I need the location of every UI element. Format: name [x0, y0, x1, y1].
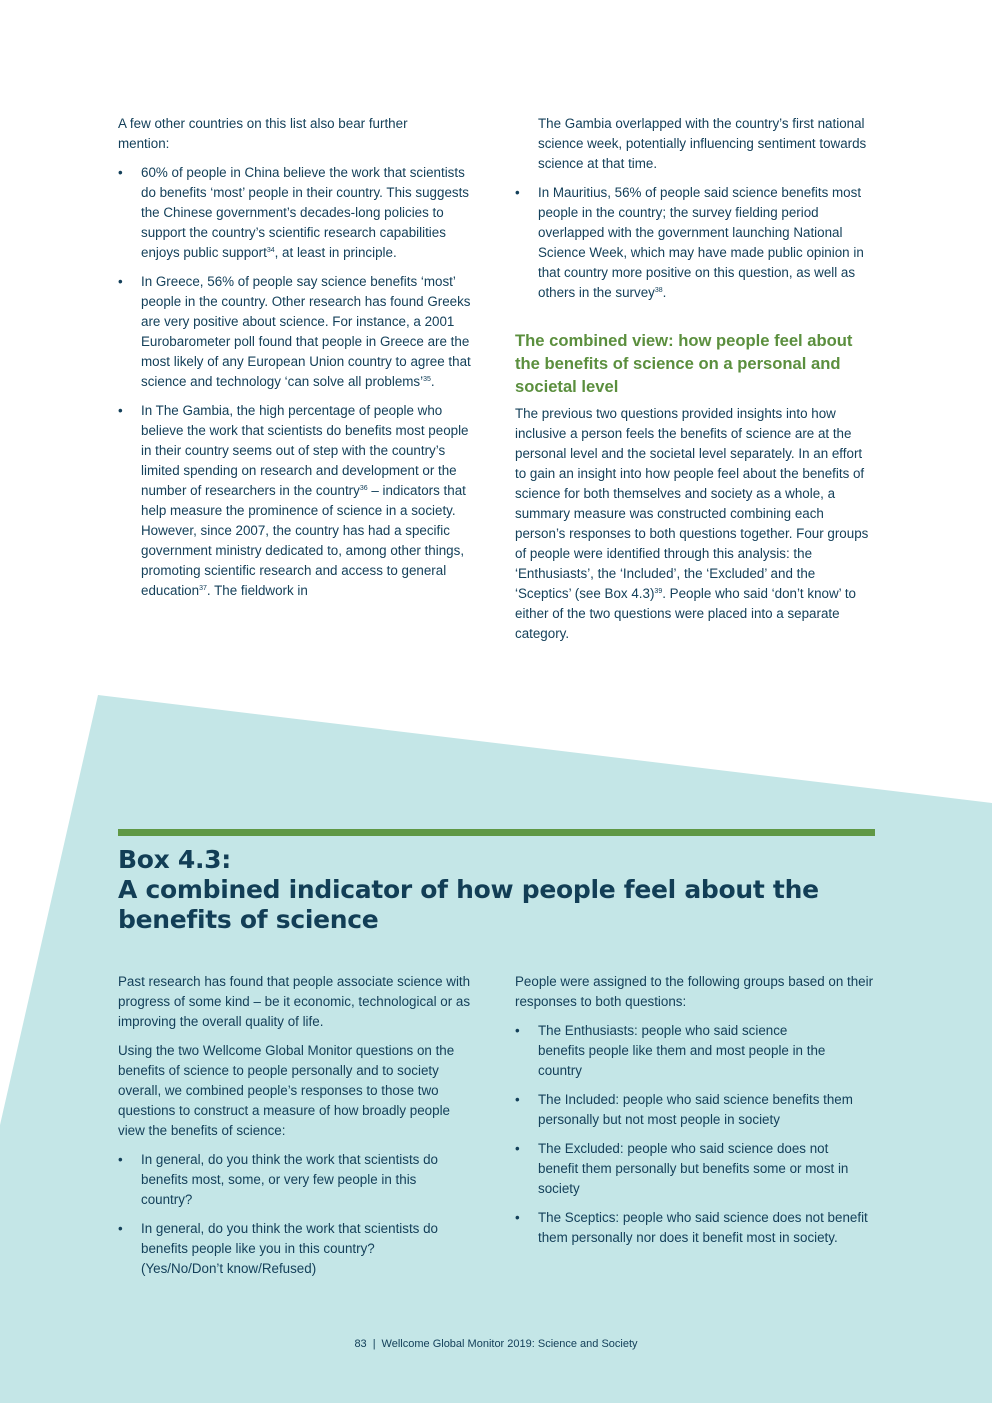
page-number: 83	[354, 1338, 367, 1350]
footer-separator: |	[372, 1338, 376, 1350]
group-list	[515, 1021, 875, 1248]
footnote-ref[interactable]: 39	[654, 588, 663, 595]
box-left-column	[118, 972, 478, 1288]
footnote-ref[interactable]: 38	[654, 287, 663, 294]
footnote-ref[interactable]: 36	[359, 485, 368, 492]
footnote-ref[interactable]: 35	[423, 376, 431, 383]
list-item: • 60% of people in China believe the work that scientists do benefits ‘most’ people in their country. This suggests the Chinese government’s decades-long policies to support the country’s scientific research capabilities enjoys public support$^{34}$, at least in principle.	[118, 163, 478, 263]
footnote-ref[interactable]: 34	[266, 247, 275, 254]
list-item-continuation: The Gambia overlapped with the country’s first national science week, potentially influencing sentiment towards science at that time.	[538, 116, 867, 171]
box-label: Box 4.3:	[118, 845, 231, 874]
list-item: • In Mauritius, 56% of people said science benefits most people in the country; the survey fielding period overlapped with the government launching National Science Week, which may have made public opinion in that country more positive on this question, as well as others in the survey$^{38}$.	[515, 183, 875, 303]
list-item: • The Enthusiasts: people who said science benefits people like them and most people in the country	[515, 1021, 875, 1081]
box-title: A combined indicator of how people feel about the benefits of science	[118, 875, 819, 934]
box-right-column	[515, 972, 875, 1257]
box-paragraph: Using the two Wellcome Global Monitor questions on the benefits of science to people personally and to society overall, we combined people’s responses to those two questions to construct a measure of how broadly people view the benefits of science:	[118, 1043, 455, 1138]
upper-left-column	[118, 114, 478, 610]
intro-paragraph: A few other countries on this list also bear further mention:	[118, 116, 408, 151]
box-paragraph: Past research has found that people associate science with progress of some kind – be it economic, technological or as improving the overall quality of life.	[118, 974, 471, 1029]
section-heading: The combined view: how people feel about the benefits of science on a personal and societal level	[515, 331, 853, 396]
list-item: • In Greece, 56% of people say science benefits ‘most’ people in the country. Other research has found Greeks are very positive about science. For instance, a 2001 Eurobarometer poll found that people in Greece are the most likely of any European Union country to agree that science and technology ‘can solve all problems’$^{35}$.	[118, 272, 478, 392]
box-paragraph: People were assigned to the following groups based on their responses to both questions:	[515, 974, 874, 1009]
box-divider	[118, 829, 875, 836]
footnote-ref[interactable]: 37	[199, 585, 207, 592]
body-paragraph: The previous two questions provided insights into how inclusive a person feels the benefits of science are at the personal level and the societal level separately. In an effort to gain an insight into how people feel about the benefits of science for both themselves and society as a whole, a summary measure was constructed combining each person’s responses to both questions together. Four groups of people were identified through this analysis: the ‘Enthusiasts’, the ‘Included’, the ‘Excluded’ and the ‘Sceptics’ (see Box 4.3)$^{39}$. People who said ‘don’t know’ to either of the two questions were placed into a separate category.	[515, 406, 869, 641]
country-bullet-list-continued	[515, 114, 875, 303]
box-heading	[118, 845, 858, 935]
list-item: • In general, do you think the work that scientists do benefits most, some, or very few people in this country?	[118, 1150, 478, 1210]
list-item: • In The Gambia, the high percentage of people who believe the work that scientists do benefits most people in their country seems out of step with the country’s limited spending on research and development or the number of researchers in the country$^{36}$ – indicators that help measure the prominence of science in a society. However, since 2007, the country has had a specific government ministry dedicated to, among other things, promoting scientific research and access to general education$^{37}$. The fieldwork in	[118, 401, 478, 601]
list-item: • In general, do you think the work that scientists do benefits people like you in this country? (Yes/No/Don’t know/Refused)	[118, 1219, 478, 1279]
publication-title: Wellcome Global Monitor 2019: Science and Society	[381, 1338, 638, 1350]
country-bullet-list	[118, 163, 478, 601]
list-item: • The Sceptics: people who said science does not benefit them personally nor does it benefit most in society.	[515, 1208, 875, 1248]
list-item: • The Included: people who said science benefits them personally but not most people in society	[515, 1090, 875, 1130]
page-footer	[0, 1338, 992, 1350]
list-item: • The Excluded: people who said science does not benefit them personally but benefits some or most in society	[515, 1139, 875, 1199]
upper-right-column	[515, 114, 875, 653]
question-list	[118, 1150, 478, 1279]
